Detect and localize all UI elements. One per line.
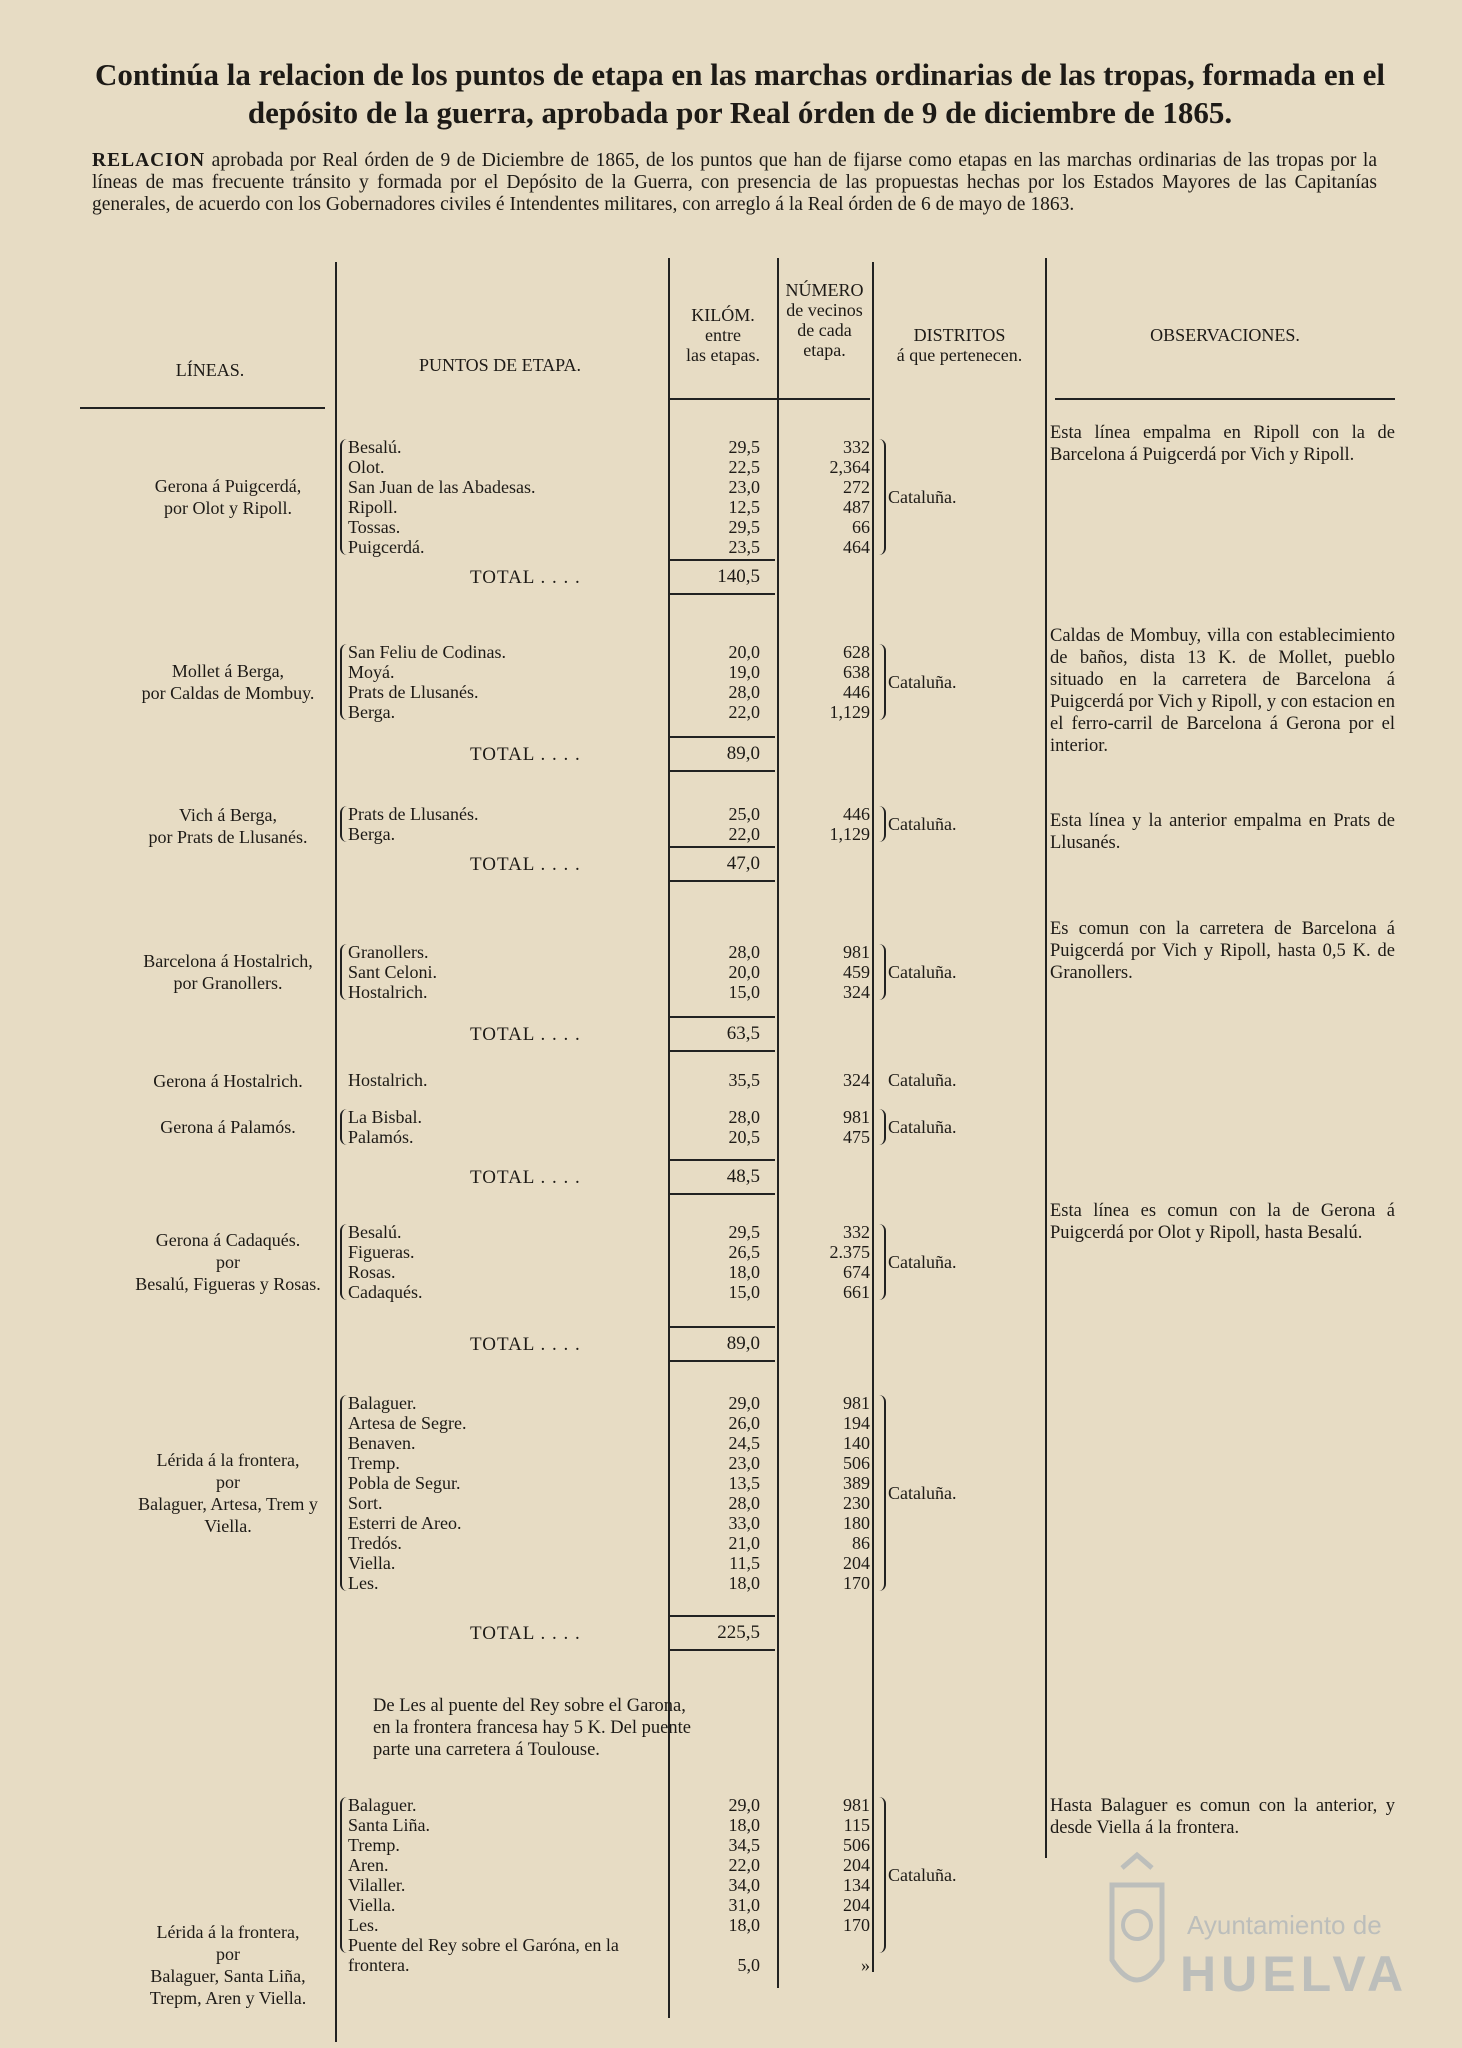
total-rule <box>670 1193 775 1195</box>
numbers-brace <box>878 1395 886 1591</box>
etapa-km: 35,5 <box>728 1070 760 1090</box>
header-numero: NÚMERO de vecinos de cada etapa. <box>785 280 864 360</box>
header-distritos: DISTRITOS á que pertenecen. <box>896 325 1023 365</box>
header-rule <box>1055 398 1395 400</box>
etapa-point: Besalú. <box>348 1222 402 1242</box>
etapa-km: 21,0 <box>728 1533 760 1553</box>
etapa-point: Aren. <box>348 1855 389 1875</box>
total-rule <box>670 1326 775 1328</box>
etapa-km: 20,0 <box>728 962 760 982</box>
etapa-km: 23,5 <box>728 537 760 557</box>
etapa-point: San Juan de las Abadesas. <box>348 477 536 497</box>
etapa-point: Hostalrich. <box>348 982 428 1002</box>
total-label: TOTAL . . . . <box>470 854 581 875</box>
etapa-vecinos: 1,129 <box>829 824 870 844</box>
line-name: Vich á Berga, por Prats de Llusanés. <box>148 805 308 847</box>
etapa-point: San Feliu de Codinas. <box>348 642 506 662</box>
numbers-brace <box>878 806 886 842</box>
line-name: Lérida á la frontera, por Balaguer, Artesa, Trem y Viella. <box>138 1450 318 1536</box>
etapa-point: Tremp. <box>348 1835 400 1855</box>
district-name: Cataluña. <box>888 672 957 692</box>
etapa-km: 28,0 <box>728 1493 760 1513</box>
etapa-point: Cadaqués. <box>348 1282 423 1302</box>
etapa-vecinos: 389 <box>843 1473 870 1493</box>
etapa-point: Hostalrich. <box>348 1070 428 1090</box>
etapa-vecinos: 140 <box>843 1433 870 1453</box>
etapa-vecinos: 324 <box>843 982 870 1002</box>
points-brace <box>340 644 348 720</box>
table-rule-vertical <box>1045 258 1047 1858</box>
etapa-point: Puente del Rey sobre el Garóna, en la frontera. <box>348 1935 619 1975</box>
etapa-vecinos: 981 <box>843 942 870 962</box>
district-name: Cataluña. <box>888 487 957 507</box>
total-rule <box>670 1615 775 1617</box>
etapa-vecinos: 332 <box>843 437 870 457</box>
etapa-point: Figueras. <box>348 1242 415 1262</box>
etapa-km: 5,0 <box>737 1955 760 1975</box>
total-value: 89,0 <box>726 1333 760 1354</box>
etapa-vecinos: 332 <box>843 1222 870 1242</box>
etapa-km: 22,0 <box>728 824 760 844</box>
route-note: De Les al puente del Rey sobre el Garona, en la frontera francesa hay 5 K. Del puente parte una carretera á Toulouse. <box>373 1696 691 1760</box>
watermark-line2: HUELVA <box>1180 1946 1409 2002</box>
points-brace <box>340 439 348 555</box>
etapa-vecinos: 272 <box>843 477 870 497</box>
etapa-vecinos: 204 <box>843 1553 870 1573</box>
etapa-point: Sort. <box>348 1493 383 1513</box>
line-name: Barcelona á Hostalrich, por Granollers. <box>143 951 313 993</box>
total-rule <box>670 559 775 561</box>
total-rule <box>670 770 775 772</box>
etapa-km: 23,0 <box>728 477 760 497</box>
header-rule <box>670 398 870 400</box>
etapa-vecinos: 115 <box>843 1815 870 1835</box>
intro-lead: RELACION <box>92 150 206 171</box>
etapa-km: 26,5 <box>728 1242 760 1262</box>
total-rule <box>670 1360 775 1362</box>
total-value: 63,5 <box>726 1023 760 1044</box>
etapa-point: Santa Liña. <box>348 1815 430 1835</box>
etapa-km: 11,5 <box>729 1553 760 1573</box>
etapa-vecinos: 170 <box>843 1573 870 1593</box>
etapa-km: 31,0 <box>728 1895 760 1915</box>
etapa-point: Rosas. <box>348 1262 396 1282</box>
total-value: 140,5 <box>717 566 760 587</box>
etapa-point: Olot. <box>348 457 385 477</box>
total-rule <box>670 593 775 595</box>
points-brace <box>340 944 348 1000</box>
etapa-vecinos: 204 <box>843 1895 870 1915</box>
total-rule <box>670 1016 775 1018</box>
etapa-km: 13,5 <box>728 1473 760 1493</box>
observation-text: Esta línea empalma en Ripoll con la de Barcelona á Puigcerdá por Vich y Ripoll. <box>1050 423 1395 465</box>
etapa-point: Puigcerdá. <box>348 537 425 557</box>
etapa-point: Prats de Llusanés. <box>348 804 479 824</box>
etapa-point: Viella. <box>348 1895 396 1915</box>
district-name: Cataluña. <box>888 962 957 982</box>
etapa-point: Vilaller. <box>348 1875 406 1895</box>
district-name: Cataluña. <box>888 814 957 834</box>
etapa-vecinos: 487 <box>843 497 870 517</box>
etapa-vecinos: 981 <box>843 1393 870 1413</box>
etapa-vecinos: 134 <box>843 1875 870 1895</box>
etapa-point: Berga. <box>348 824 396 844</box>
etapa-km: 29,5 <box>728 437 760 457</box>
etapa-point: Esterri de Areo. <box>348 1513 462 1533</box>
etapa-vecinos: 674 <box>843 1262 870 1282</box>
etapa-km: 28,0 <box>728 942 760 962</box>
district-name: Cataluña. <box>888 1070 957 1090</box>
total-value: 225,5 <box>717 1622 760 1643</box>
etapa-point: Berga. <box>348 702 396 722</box>
district-name: Cataluña. <box>888 1483 957 1503</box>
etapa-km: 19,0 <box>728 662 760 682</box>
numbers-brace <box>878 1797 886 1953</box>
etapa-vecinos: 170 <box>843 1915 870 1935</box>
etapa-point: Sant Celoni. <box>348 962 437 982</box>
etapa-point: Pobla de Segur. <box>348 1473 461 1493</box>
etapa-km: 28,0 <box>728 682 760 702</box>
points-brace <box>340 1395 348 1591</box>
points-brace <box>340 1224 348 1300</box>
etapa-vecinos: 475 <box>843 1127 870 1147</box>
observation-text: Esta línea es comun con la de Gerona á Puigcerdá por Olot y Ripoll, hasta Besalú. <box>1050 1201 1395 1243</box>
etapa-vecinos: 506 <box>843 1453 870 1473</box>
etapa-vecinos: 66 <box>852 517 870 537</box>
etapa-km: 22,0 <box>728 1855 760 1875</box>
etapa-vecinos: 628 <box>843 642 870 662</box>
etapa-km: 22,5 <box>728 457 760 477</box>
table-rule-vertical <box>872 262 874 1972</box>
district-name: Cataluña. <box>888 1117 957 1137</box>
line-name: Gerona á Cadaqués. por Besalú, Figueras y Rosas. <box>135 1230 321 1294</box>
observation-text: Caldas de Mombuy, villa con establecimiento de baños, dista 13 K. de Mollet, pueblo situado en la carretera de Barcelona á Puigcerdá por Vich y Ripoll, y con estacion en el ferro-carril de Barcelona á Gerona por el interior. <box>1050 626 1395 756</box>
etapa-km: 26,0 <box>728 1413 760 1433</box>
etapa-point: Granollers. <box>348 942 429 962</box>
etapa-point: Tredós. <box>348 1533 402 1553</box>
etapa-point: Artesa de Segre. <box>348 1413 467 1433</box>
etapa-vecinos: 661 <box>843 1282 870 1302</box>
points-brace <box>340 1797 348 1953</box>
total-label: TOTAL . . . . <box>470 1167 581 1188</box>
etapa-vecinos: 230 <box>843 1493 870 1513</box>
etapa-point: Benaven. <box>348 1433 416 1453</box>
total-label: TOTAL . . . . <box>470 1623 581 1644</box>
etapa-point: La Bisbal. <box>348 1107 422 1127</box>
etapa-point: Ripoll. <box>348 497 398 517</box>
etapa-km: 18,0 <box>728 1815 760 1835</box>
etapa-point: Les. <box>348 1573 379 1593</box>
line-name: Gerona á Palamós. <box>160 1117 296 1137</box>
etapa-km: 29,5 <box>728 1222 760 1242</box>
line-name: Lérida á la frontera, por Balaguer, Santa Liña, Trepm, Aren y Viella. <box>149 1922 307 2008</box>
etapa-km: 29,0 <box>728 1393 760 1413</box>
etapa-km: 18,0 <box>728 1573 760 1593</box>
etapa-vecinos: 506 <box>843 1835 870 1855</box>
etapa-km: 12,5 <box>728 497 760 517</box>
numbers-brace <box>878 1109 886 1145</box>
table-rule-vertical <box>335 262 337 2042</box>
intro-paragraph <box>92 150 1377 216</box>
total-rule <box>670 846 775 848</box>
etapa-km: 18,0 <box>728 1915 760 1935</box>
etapa-vecinos: 1,129 <box>829 702 870 722</box>
etapa-vecinos: 194 <box>843 1413 870 1433</box>
etapa-km: 28,0 <box>728 1107 760 1127</box>
header-observaciones: OBSERVACIONES. <box>1150 325 1300 345</box>
page-title: Continúa la relacion de los puntos de etapa en las marchas ordinarias de las tropas, formada en el depósito de la guerra, aprobada por Real órden de 9 de diciembre de 1865. <box>94 57 1386 130</box>
line-name: Gerona á Hostalrich. <box>153 1071 303 1091</box>
etapa-vecinos: 459 <box>843 962 870 982</box>
etapa-km: 15,0 <box>728 982 760 1002</box>
etapa-km: 20,5 <box>728 1127 760 1147</box>
total-rule <box>670 1649 775 1651</box>
total-label: TOTAL . . . . <box>470 744 581 765</box>
etapa-km: 34,0 <box>728 1875 760 1895</box>
etapa-vecinos: 981 <box>843 1107 870 1127</box>
line-name: Mollet á Berga, por Caldas de Mombuy. <box>141 661 315 703</box>
header-rule <box>80 407 325 409</box>
numbers-brace <box>878 1224 886 1300</box>
etapa-point: Palamós. <box>348 1127 414 1147</box>
etapa-vecinos: 180 <box>843 1513 870 1533</box>
etapa-km: 22,0 <box>728 702 760 722</box>
total-label: TOTAL . . . . <box>470 567 581 588</box>
observation-text: Es comun con la carretera de Barcelona á Puigcerdá por Vich y Ripoll, hasta 0,5 K. de Granollers. <box>1050 919 1395 983</box>
points-brace <box>340 806 348 842</box>
etapa-point: Les. <box>348 1915 379 1935</box>
header-lineas: LÍNEAS. <box>175 360 245 380</box>
etapa-point: Tremp. <box>348 1453 400 1473</box>
numbers-brace <box>878 644 886 720</box>
etapa-vecinos: 86 <box>852 1533 870 1553</box>
observation-text: Esta línea y la anterior empalma en Prats de Llusanés. <box>1050 811 1395 853</box>
etapa-km: 15,0 <box>728 1282 760 1302</box>
etapa-point: Besalú. <box>348 437 402 457</box>
watermark <box>1092 1850 1409 2020</box>
etapa-point: Prats de Llusanés. <box>348 682 479 702</box>
district-name: Cataluña. <box>888 1252 957 1272</box>
watermark-line1: Ayuntamiento de <box>1187 1910 1382 1940</box>
total-rule <box>670 880 775 882</box>
etapa-km: 24,5 <box>728 1433 760 1453</box>
etapa-km: 29,0 <box>728 1795 760 1815</box>
etapa-vecinos: 446 <box>843 682 870 702</box>
total-label: TOTAL . . . . <box>470 1334 581 1355</box>
etapa-vecinos: 204 <box>843 1855 870 1875</box>
etapa-vecinos: 446 <box>843 804 870 824</box>
etapa-km: 29,5 <box>728 517 760 537</box>
line-name: Gerona á Puigcerdá, por Olot y Ripoll. <box>154 476 302 518</box>
header-kilom: KILÓM. entre las etapas. <box>686 305 760 365</box>
city-crest-icon <box>1092 1850 1182 2020</box>
etapa-point: Balaguer. <box>348 1795 417 1815</box>
etapa-point: Viella. <box>348 1553 396 1573</box>
etapa-km: 23,0 <box>728 1453 760 1473</box>
numbers-brace <box>878 944 886 1000</box>
etapa-vecinos: 464 <box>843 537 870 557</box>
etapa-vecinos: 2,364 <box>829 457 870 477</box>
intro-text: aprobada por Real órden de 9 de Diciembre de 1865, de los puntos que han de fijarse como etapas en las marchas ordinarias de las tropas por la líneas de mas frecuente tránsito y formada por el Depósito de la Guerra, con presencia de las propuestas hechas por los Estados Mayores de las Capitanías generales, de acuerdo con los Gobernadores civiles é Intendentes militares, con arreglo á la Real órden de 6 de mayo de 1863. <box>92 150 1377 215</box>
etapa-vecinos: 324 <box>843 1070 870 1090</box>
table-rule-vertical <box>777 258 779 1988</box>
total-value: 89,0 <box>726 743 760 764</box>
numbers-brace <box>878 439 886 555</box>
header-puntos: PUNTOS DE ETAPA. <box>418 355 582 375</box>
total-rule <box>670 1050 775 1052</box>
etapa-vecinos: 2.375 <box>829 1242 870 1262</box>
etapa-km: 20,0 <box>728 642 760 662</box>
etapa-km: 34,5 <box>728 1835 760 1855</box>
etapa-point: Balaguer. <box>348 1393 417 1413</box>
etapa-vecinos: » <box>861 1955 870 1975</box>
observation-text: Hasta Balaguer es comun con la anterior, y desde Viella á la frontera. <box>1050 1796 1395 1838</box>
etapa-km: 33,0 <box>728 1513 760 1533</box>
total-rule <box>670 736 775 738</box>
etapa-vecinos: 981 <box>843 1795 870 1815</box>
etapa-km: 18,0 <box>728 1262 760 1282</box>
district-name: Cataluña. <box>888 1865 957 1885</box>
total-value: 48,5 <box>726 1166 760 1187</box>
etapa-point: Moyá. <box>348 662 395 682</box>
etapa-vecinos: 638 <box>843 662 870 682</box>
total-rule <box>670 1159 775 1161</box>
points-brace <box>340 1109 348 1145</box>
etapa-point: Tossas. <box>348 517 401 537</box>
total-label: TOTAL . . . . <box>470 1024 581 1045</box>
total-value: 47,0 <box>726 853 760 874</box>
etapa-km: 25,0 <box>728 804 760 824</box>
